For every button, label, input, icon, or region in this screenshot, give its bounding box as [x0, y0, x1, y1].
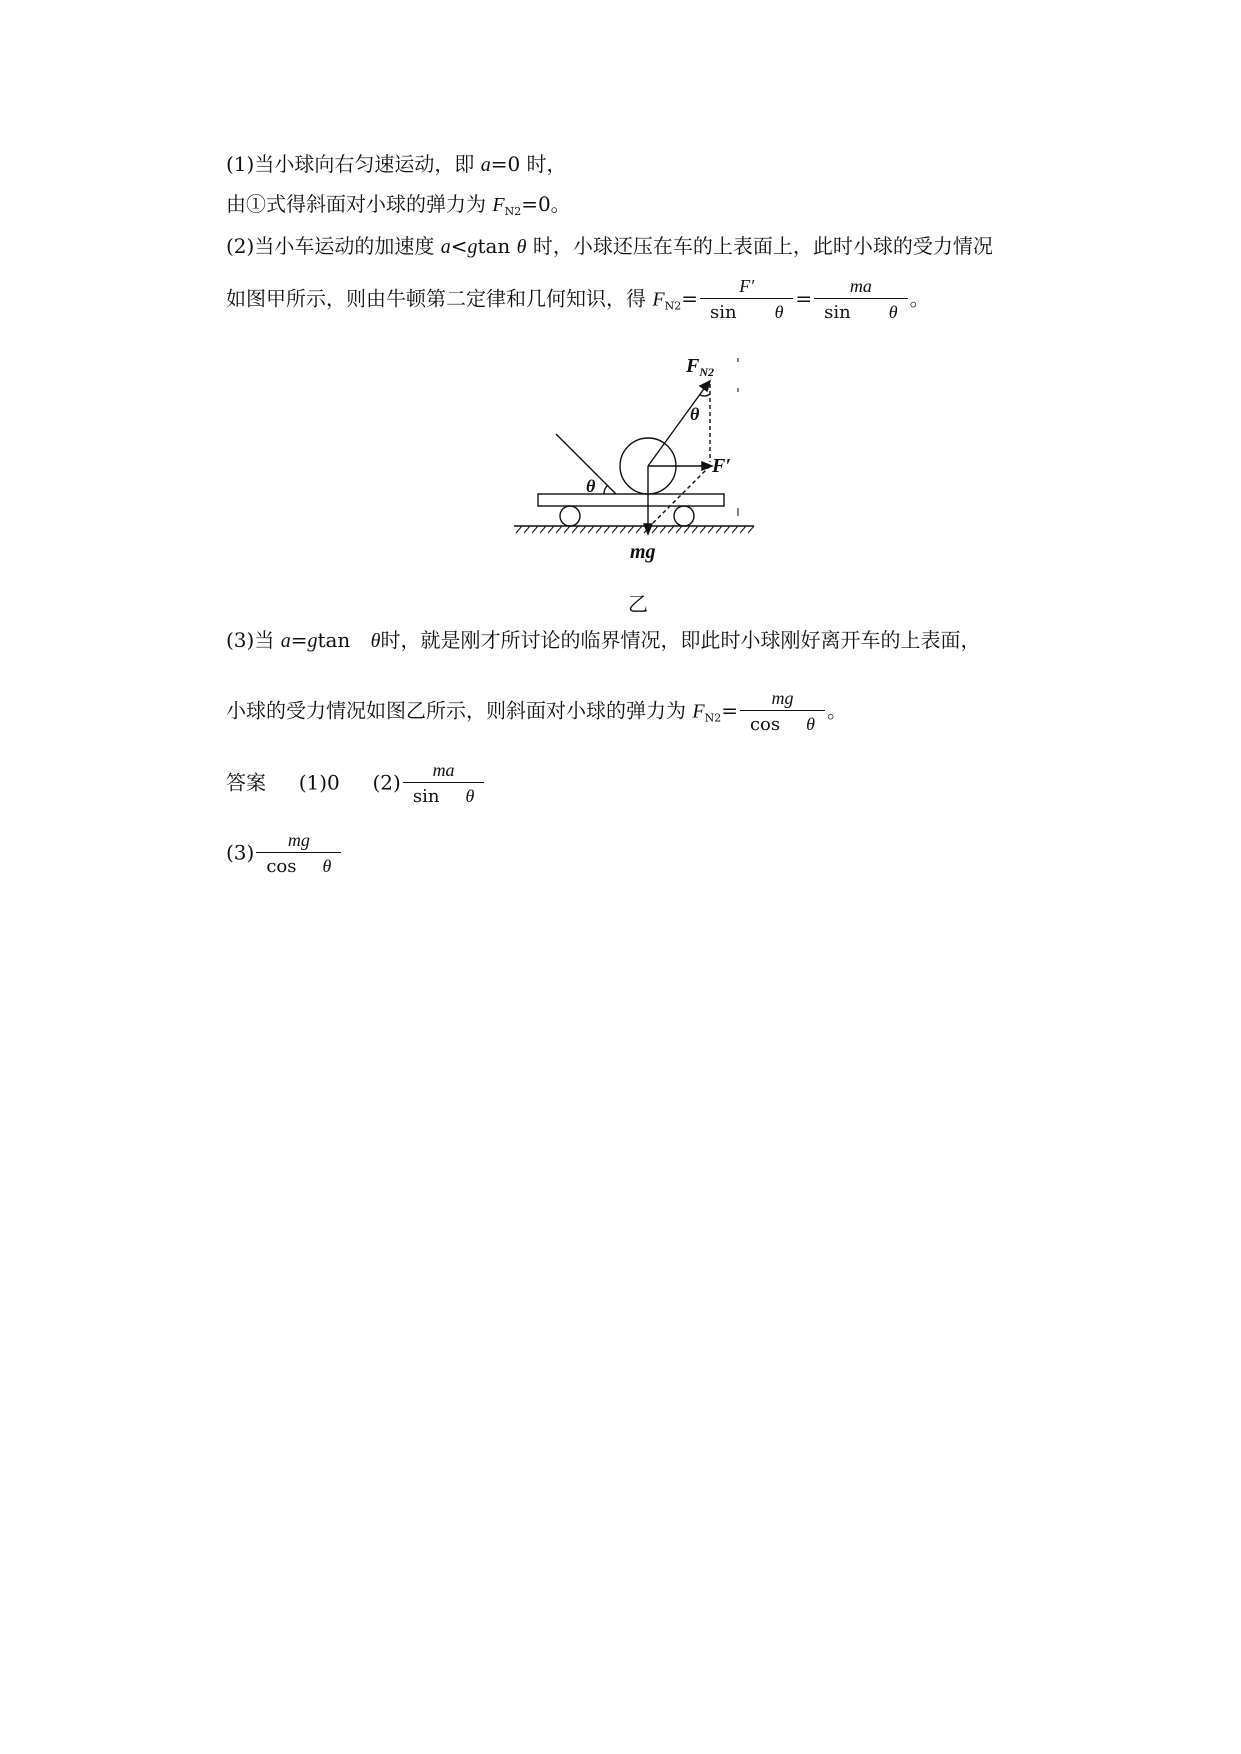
mg-label: mg — [630, 541, 656, 563]
text: 时，小球还压在车的上表面上，此时小球的受力情况 — [526, 234, 993, 258]
text: =0 时， — [490, 152, 567, 176]
answer-line-3 — [226, 828, 343, 880]
cos: cos — [266, 856, 297, 877]
theta: θ — [322, 856, 332, 876]
equals: = — [721, 698, 738, 723]
fraction-mg-over-cos — [256, 828, 341, 880]
text: 时，就是刚才所讨论的临界情况，即此时小球刚好离开车的上表面， — [380, 628, 981, 652]
var-a: a — [280, 630, 291, 652]
solution-line-1 — [226, 150, 567, 179]
sin: sin — [824, 302, 851, 323]
theta: θ — [774, 302, 784, 322]
fn2-arrow — [648, 386, 706, 466]
numerator: mg — [771, 688, 794, 708]
var-a: a — [440, 236, 451, 258]
equals: = — [681, 286, 698, 311]
denominator — [700, 298, 793, 326]
period: 。 — [909, 286, 930, 311]
solution-line-4 — [226, 274, 930, 326]
dashed-diagonal — [648, 466, 710, 528]
cart-body — [538, 494, 724, 506]
left-wheel — [560, 506, 580, 526]
solution-line-6 — [226, 686, 847, 738]
subscript: N2 — [704, 711, 722, 725]
figure-caption: 乙 — [628, 592, 648, 616]
answer-label: 答案 — [226, 770, 266, 795]
cos: cos — [749, 714, 781, 735]
tan: tan — [477, 234, 511, 258]
theta: θ — [516, 236, 527, 258]
answer-part-2-label: (2) — [372, 770, 401, 795]
text: (1)当小球向右匀速运动，即 — [226, 152, 475, 176]
numerator: F′ — [739, 276, 755, 296]
text: 如图甲所示，则由牛顿第二定律和几何知识，得 — [226, 286, 646, 311]
text: (3)当 — [226, 628, 275, 652]
tan: tan — [317, 628, 351, 652]
numerator: ma — [432, 760, 455, 780]
equals: = — [795, 286, 813, 311]
denominator — [403, 782, 484, 810]
theta: θ — [888, 302, 898, 322]
period: 。 — [826, 698, 847, 723]
subscript: N2 — [504, 205, 522, 218]
subscript: N2 — [664, 299, 682, 313]
numerator: mg — [287, 830, 310, 850]
fn2-label: $F_{N2}$ — [686, 355, 715, 379]
theta: θ — [806, 714, 815, 734]
sin: sin — [709, 302, 737, 323]
solution-line-3 — [226, 232, 993, 261]
theta: θ — [370, 630, 381, 652]
denominator — [740, 710, 825, 738]
var-F: F — [692, 700, 705, 723]
arrowhead — [702, 462, 712, 470]
force-diagram — [508, 348, 768, 568]
fraction-mg-over-cos — [740, 686, 825, 738]
theta-bottom-label: θ — [586, 476, 596, 496]
denominator — [814, 298, 907, 326]
answer-part-3-label: (3) — [226, 840, 255, 865]
theta: θ — [465, 786, 475, 806]
answer-line — [226, 758, 486, 810]
fraction-F-prime-over-sin — [700, 274, 793, 326]
denominator — [256, 852, 341, 880]
arrowhead — [700, 381, 710, 391]
text: 由①式得斜面对小球的弹力为 — [226, 192, 486, 216]
numerator: ma — [849, 276, 872, 296]
text: (2)当小车运动的加速度 — [226, 234, 435, 258]
less-than: < — [450, 234, 468, 258]
var-F: F — [492, 194, 505, 216]
sin: sin — [412, 786, 440, 807]
solution-line-2 — [226, 190, 571, 226]
angle-arc-top — [700, 394, 710, 396]
fraction-ma-over-sin — [814, 274, 907, 326]
var-F: F — [652, 288, 665, 311]
answer-part-1: (1)0 — [298, 770, 340, 795]
text: 小球的受力情况如图乙所示，则斜面对小球的弹力为 — [226, 698, 686, 723]
f-prime-label: F′ — [712, 455, 731, 477]
var-g: g — [307, 630, 318, 652]
equals: = — [290, 628, 308, 652]
solution-line-5 — [226, 626, 981, 655]
text: =0。 — [521, 192, 571, 216]
ground-hatch — [516, 526, 754, 533]
theta-top-label: θ — [690, 404, 700, 424]
var-a: a — [480, 154, 491, 176]
var-g: g — [467, 236, 478, 258]
angle-arc-bottom — [604, 485, 608, 494]
fraction-ma-over-sin — [403, 758, 484, 810]
right-wheel — [674, 506, 694, 526]
